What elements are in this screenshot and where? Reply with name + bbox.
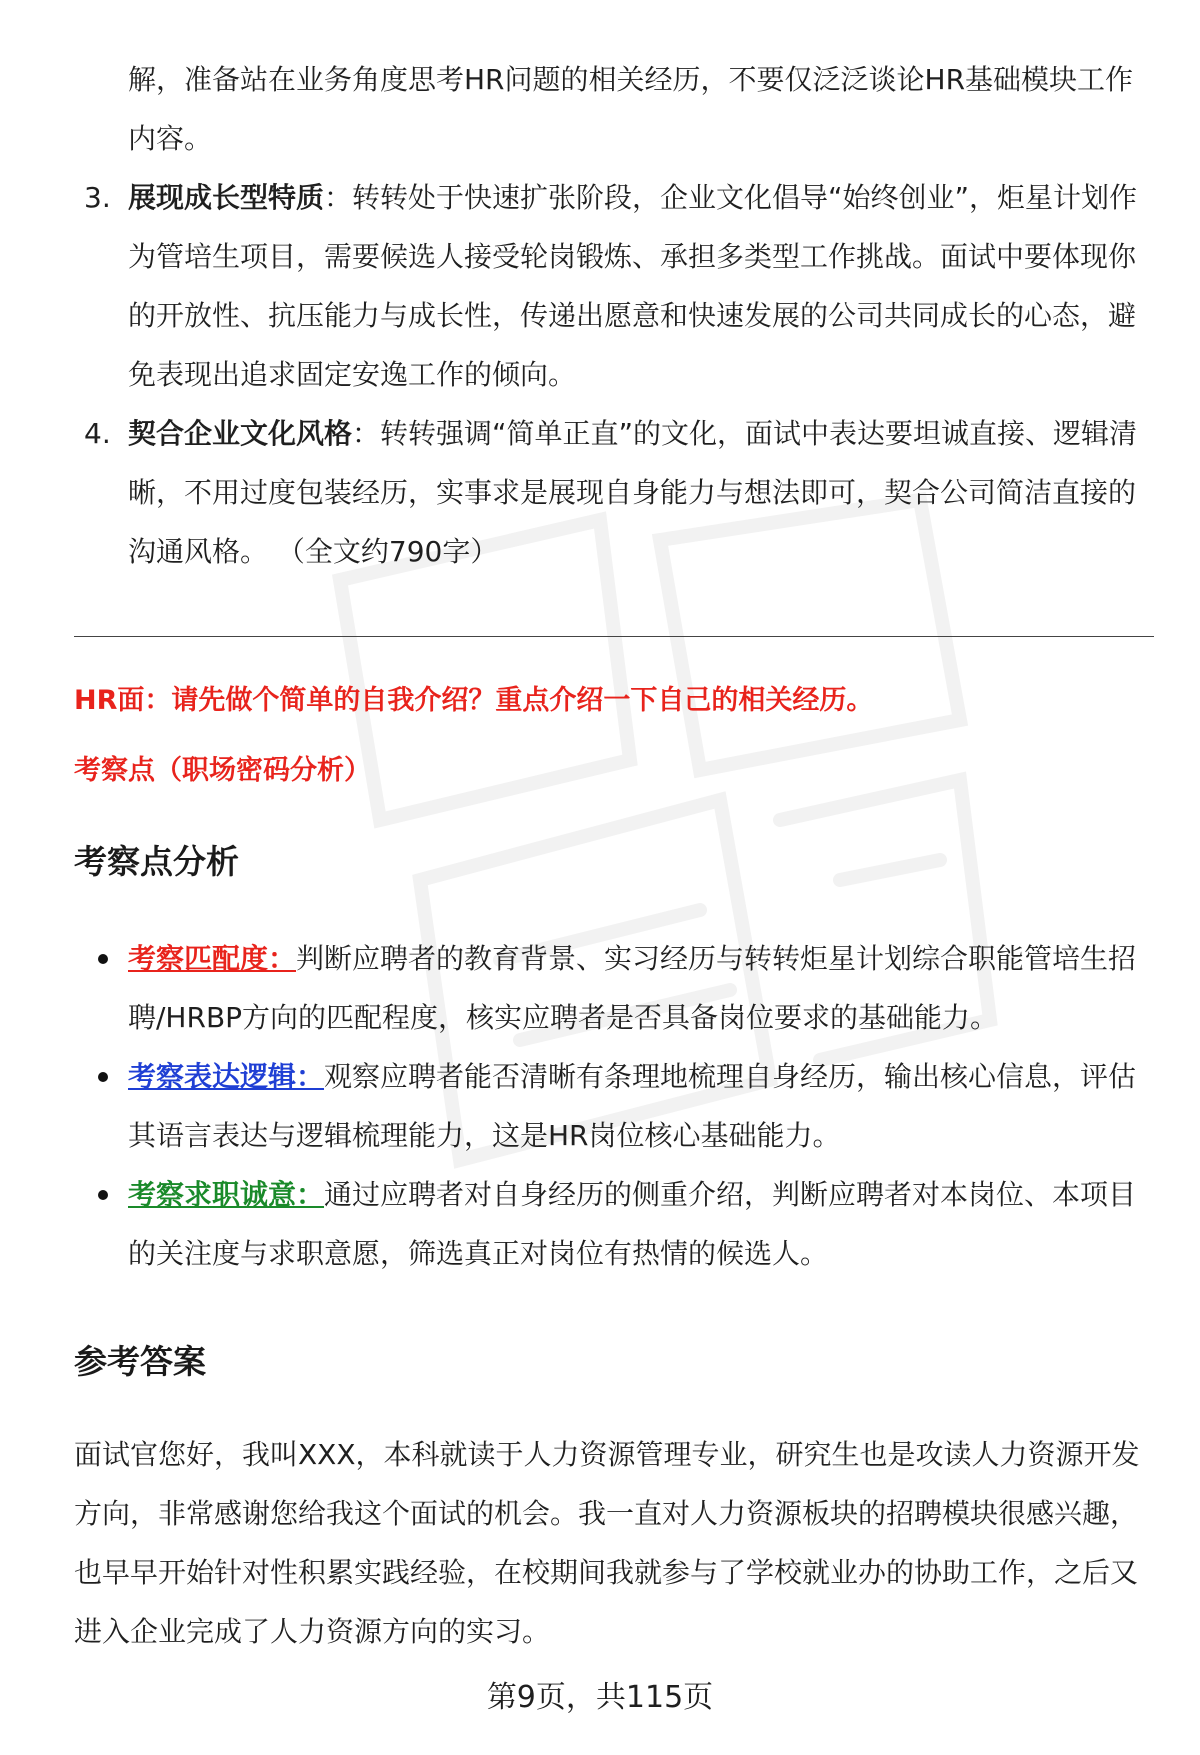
- analysis-item: [84, 929, 1138, 1047]
- list-item: [84, 168, 1138, 404]
- bullet-dot: [98, 954, 108, 964]
- list-item-title: 展现成长型特质: [128, 181, 325, 214]
- analysis-keyword: 考察表达逻辑：: [128, 1060, 325, 1093]
- list-item-separator: ：: [324, 181, 353, 214]
- list-number: 3.: [84, 181, 111, 214]
- analysis-text: 判断应聘者的教育背景、实习经历与转转炬星计划综合职能管培生招聘/HRBP方向的匹配程度，核实应聘者是否具备岗位要求的基础能力。: [128, 942, 1137, 1034]
- analysis-text: 通过应聘者对自身经历的侧重介绍，判断应聘者对本岗位、本项目的关注度与求职意愿，筛选真正对岗位有热情的候选人。: [128, 1178, 1137, 1270]
- list-item: [84, 404, 1138, 581]
- list-item-text: 转转强调“简单正直”的文化，面试中表达要坦诚直接、逻辑清晰，不用过度包装经历，实事求是展现自身能力与想法即可，契合公司简洁直接的沟通风格。 （全文约790字）: [128, 417, 1138, 568]
- question-subtitle: 考察点（职场密码分析）: [74, 755, 371, 786]
- list-number: 4.: [84, 417, 111, 450]
- answer-heading: 参考答案: [74, 1342, 206, 1381]
- list-item-text: 转转处于快速扩张阶段，企业文化倡导“始终创业”，炬星计划作为管培生项目，需要候选人接受轮岗锻炼、承担多类型工作挑战。面试中要体现你的开放性、抗压能力与成长性，传递出愿意和快速发展的公司共同成长的心态，避免表现出追求固定安逸工作的倾向。: [128, 181, 1138, 391]
- analysis-keyword: 考察匹配度：: [128, 942, 297, 975]
- numbered-list: [84, 168, 1138, 581]
- list-item-separator: ：: [352, 417, 381, 450]
- section-divider: [74, 636, 1154, 637]
- bullet-dot: [98, 1072, 108, 1082]
- answer-paragraph: 面试官您好，我叫XXX，本科就读于人力资源管理专业，研究生也是攻读人力资源开发方向，非常感谢您给我这个面试的机会。我一直对人力资源板块的招聘模块很感兴趣，也早早开始针对性积累实践经验，在校期间我就参与了学校就业办的协助工作，之后又进入企业完成了人力资源方向的实习。: [74, 1438, 1140, 1648]
- analysis-keyword: 考察求职诚意：: [128, 1178, 325, 1211]
- analysis-text: 观察应聘者能否清晰有条理地梳理自身经历，输出核心信息，评估其语言表达与逻辑梳理能力，这是HR岗位核心基础能力。: [128, 1060, 1137, 1152]
- analysis-heading: 考察点分析: [74, 842, 239, 881]
- bullet-dot: [98, 1190, 108, 1200]
- interview-question: HR面：请先做个简单的自我介绍？重点介绍一下自己的相关经历。: [74, 685, 874, 716]
- analysis-item: [84, 1165, 1138, 1283]
- page-number: 第9页，共115页: [486, 1680, 714, 1715]
- analysis-list: [84, 929, 1138, 1283]
- list-item-title: 契合企业文化风格: [128, 417, 353, 450]
- continued-paragraph: 解，准备站在业务角度思考HR问题的相关经历，不要仅泛泛谈论HR基础模块工作内容。: [128, 63, 1134, 155]
- analysis-item: [84, 1047, 1138, 1165]
